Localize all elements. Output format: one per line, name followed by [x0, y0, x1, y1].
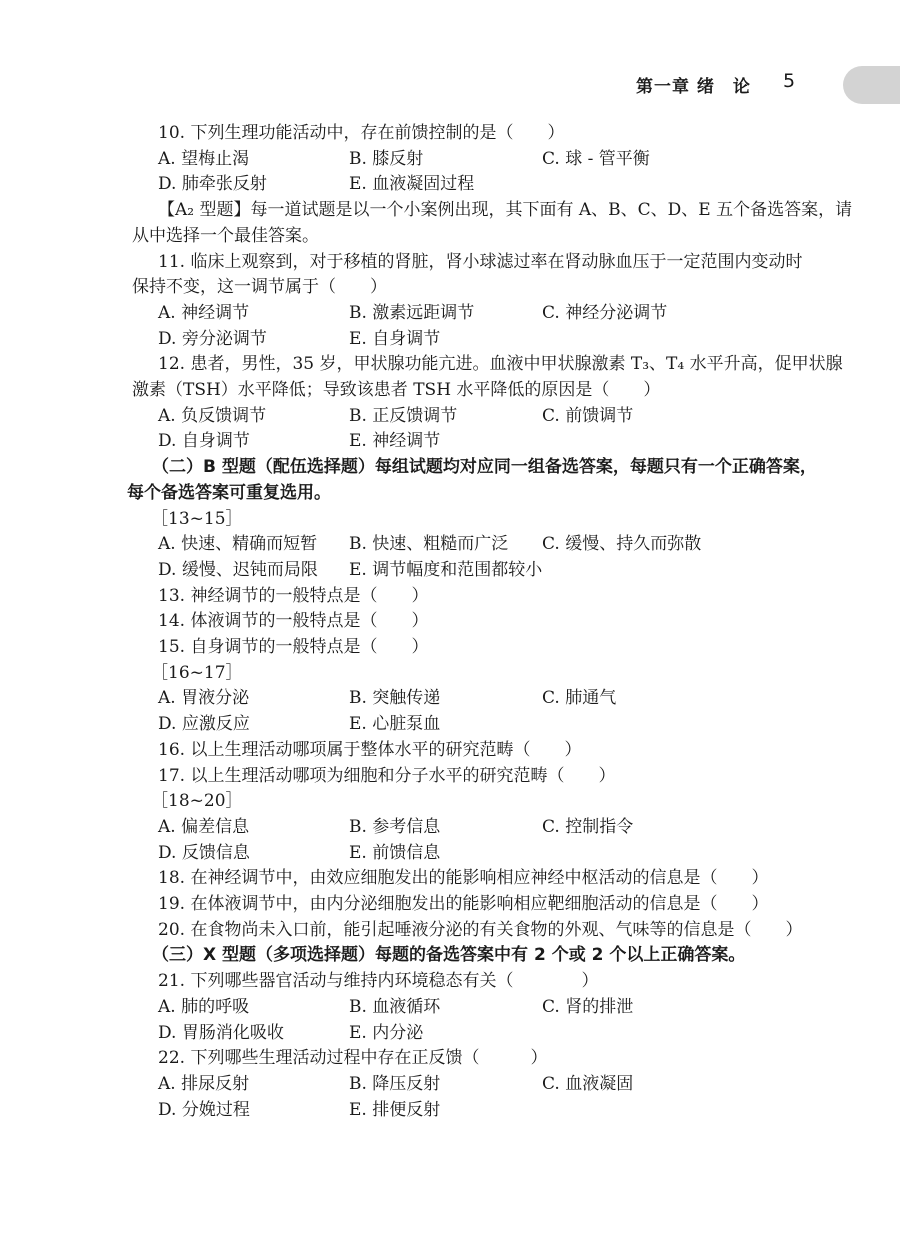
page-number: 5	[783, 70, 796, 92]
answer-option: B. 膝反射	[349, 149, 424, 169]
section-heading: （三）X 型题（多项选择题）每题的备选答案中有 2 个或 2 个以上正确答案。	[152, 945, 746, 965]
question-group-range: ［13~15］	[151, 509, 243, 529]
answer-option: E. 自身调节	[349, 329, 441, 349]
answer-option: D. 肺牵张反射	[158, 174, 267, 194]
answer-option: E. 前馈信息	[349, 843, 441, 863]
section-heading: （二）B 型题（配伍选择题）每组试题均对应同一组备选答案，每题只有一个正确答案，	[152, 457, 817, 477]
question-line: 21. 下列哪些器官活动与维持内环境稳态有关（ ）	[158, 971, 599, 991]
answer-option: E. 心脏泵血	[349, 714, 441, 734]
answer-option: D. 胃肠消化吸收	[158, 1023, 284, 1043]
question-group-range: ［18~20］	[151, 791, 243, 811]
section-heading-continued: 每个备选答案可重复选用。	[127, 483, 331, 503]
option-row	[0, 146, 900, 172]
answer-option: E. 神经调节	[349, 431, 441, 451]
answer-option: C. 球 - 管平衡	[542, 149, 650, 169]
answer-option: C. 肺通气	[542, 688, 617, 708]
answer-option: B. 参考信息	[349, 817, 441, 837]
question-line: 【A₂ 型题】每一道试题是以一个小案例出现，其下面有 A、B、C、D、E 五个备选答案，请	[158, 200, 853, 220]
question-line: 10. 下列生理功能活动中，存在前馈控制的是（ ）	[158, 123, 565, 143]
question-line: 19. 在体液调节中，由内分泌细胞发出的能影响相应靶细胞活动的信息是（ ）	[158, 894, 769, 914]
question-line-continued: 保持不变，这一调节属于（ ）	[132, 277, 387, 297]
answer-option: A. 望梅止渴	[158, 149, 250, 169]
answer-option: E. 调节幅度和范围都较小	[349, 560, 543, 580]
option-row	[0, 1071, 900, 1097]
option-row	[0, 1020, 900, 1046]
question-line: 13. 神经调节的一般特点是（ ）	[158, 586, 429, 606]
option-row	[0, 840, 900, 866]
question-line: 11. 临床上观察到，对于移植的肾脏，肾小球滤过率在肾动脉血压于一定范围内变动时	[158, 252, 803, 272]
answer-option: B. 突触传递	[349, 688, 441, 708]
question-line-continued: 激素（TSH）水平降低；导致该患者 TSH 水平降低的原因是（ ）	[132, 380, 661, 400]
answer-option: C. 控制指令	[542, 817, 634, 837]
answer-option: C. 前馈调节	[542, 406, 634, 426]
answer-option: A. 快速、精确而短暂	[158, 534, 318, 554]
answer-option: A. 负反馈调节	[158, 406, 267, 426]
answer-option: E. 排便反射	[349, 1100, 441, 1120]
option-row	[0, 711, 900, 737]
answer-option: D. 自身调节	[158, 431, 250, 451]
answer-option: B. 快速、粗糙而广泛	[349, 534, 509, 554]
answer-option: A. 神经调节	[158, 303, 250, 323]
option-row	[0, 994, 900, 1020]
option-row	[0, 326, 900, 352]
question-line: 16. 以上生理活动哪项属于整体水平的研究范畴（ ）	[158, 740, 582, 760]
answer-option: A. 偏差信息	[158, 817, 250, 837]
option-row	[0, 814, 900, 840]
option-row	[0, 685, 900, 711]
question-line: 20. 在食物尚未入口前，能引起唾液分泌的有关食物的外观、气味等的信息是（ ）	[158, 920, 803, 940]
option-row	[0, 300, 900, 326]
question-line-continued: 从中选择一个最佳答案。	[132, 226, 319, 246]
option-row	[0, 531, 900, 557]
answer-option: B. 正反馈调节	[349, 406, 458, 426]
answer-option: A. 胃液分泌	[158, 688, 250, 708]
answer-option: B. 降压反射	[349, 1074, 441, 1094]
answer-option: B. 血液循环	[349, 997, 441, 1017]
question-group-range: ［16~17］	[151, 663, 243, 683]
answer-option: D. 反馈信息	[158, 843, 250, 863]
chapter-title: 第一章 绪 论	[636, 77, 751, 97]
page-tab	[843, 66, 900, 104]
question-line: 14. 体液调节的一般特点是（ ）	[158, 611, 429, 631]
answer-option: C. 肾的排泄	[542, 997, 634, 1017]
question-line: 18. 在神经调节中，由效应细胞发出的能影响相应神经中枢活动的信息是（ ）	[158, 868, 769, 888]
answer-option: D. 旁分泌调节	[158, 329, 267, 349]
answer-option: A. 排尿反射	[158, 1074, 250, 1094]
option-row	[0, 1097, 900, 1123]
question-line: 17. 以上生理活动哪项为细胞和分子水平的研究范畴（ ）	[158, 766, 616, 786]
answer-option: D. 应激反应	[158, 714, 250, 734]
answer-option: C. 血液凝固	[542, 1074, 634, 1094]
question-line: 15. 自身调节的一般特点是（ ）	[158, 637, 429, 657]
question-line: 12. 患者，男性，35 岁，甲状腺功能亢进。血液中甲状腺激素 T₃、T₄ 水平升高，促甲状腺	[158, 354, 843, 374]
answer-option: E. 内分泌	[349, 1023, 424, 1043]
page-header	[0, 68, 900, 104]
answer-option: E. 血液凝固过程	[349, 174, 475, 194]
answer-option: D. 缓慢、迟钝而局限	[158, 560, 318, 580]
option-row	[0, 557, 900, 583]
answer-option: C. 缓慢、持久而弥散	[542, 534, 702, 554]
answer-option: B. 激素远距调节	[349, 303, 475, 323]
option-row	[0, 428, 900, 454]
answer-option: D. 分娩过程	[158, 1100, 250, 1120]
answer-option: A. 肺的呼吸	[158, 997, 250, 1017]
answer-option: C. 神经分泌调节	[542, 303, 668, 323]
option-row	[0, 403, 900, 429]
question-line: 22. 下列哪些生理活动过程中存在正反馈（ ）	[158, 1048, 548, 1068]
option-row	[0, 171, 900, 197]
